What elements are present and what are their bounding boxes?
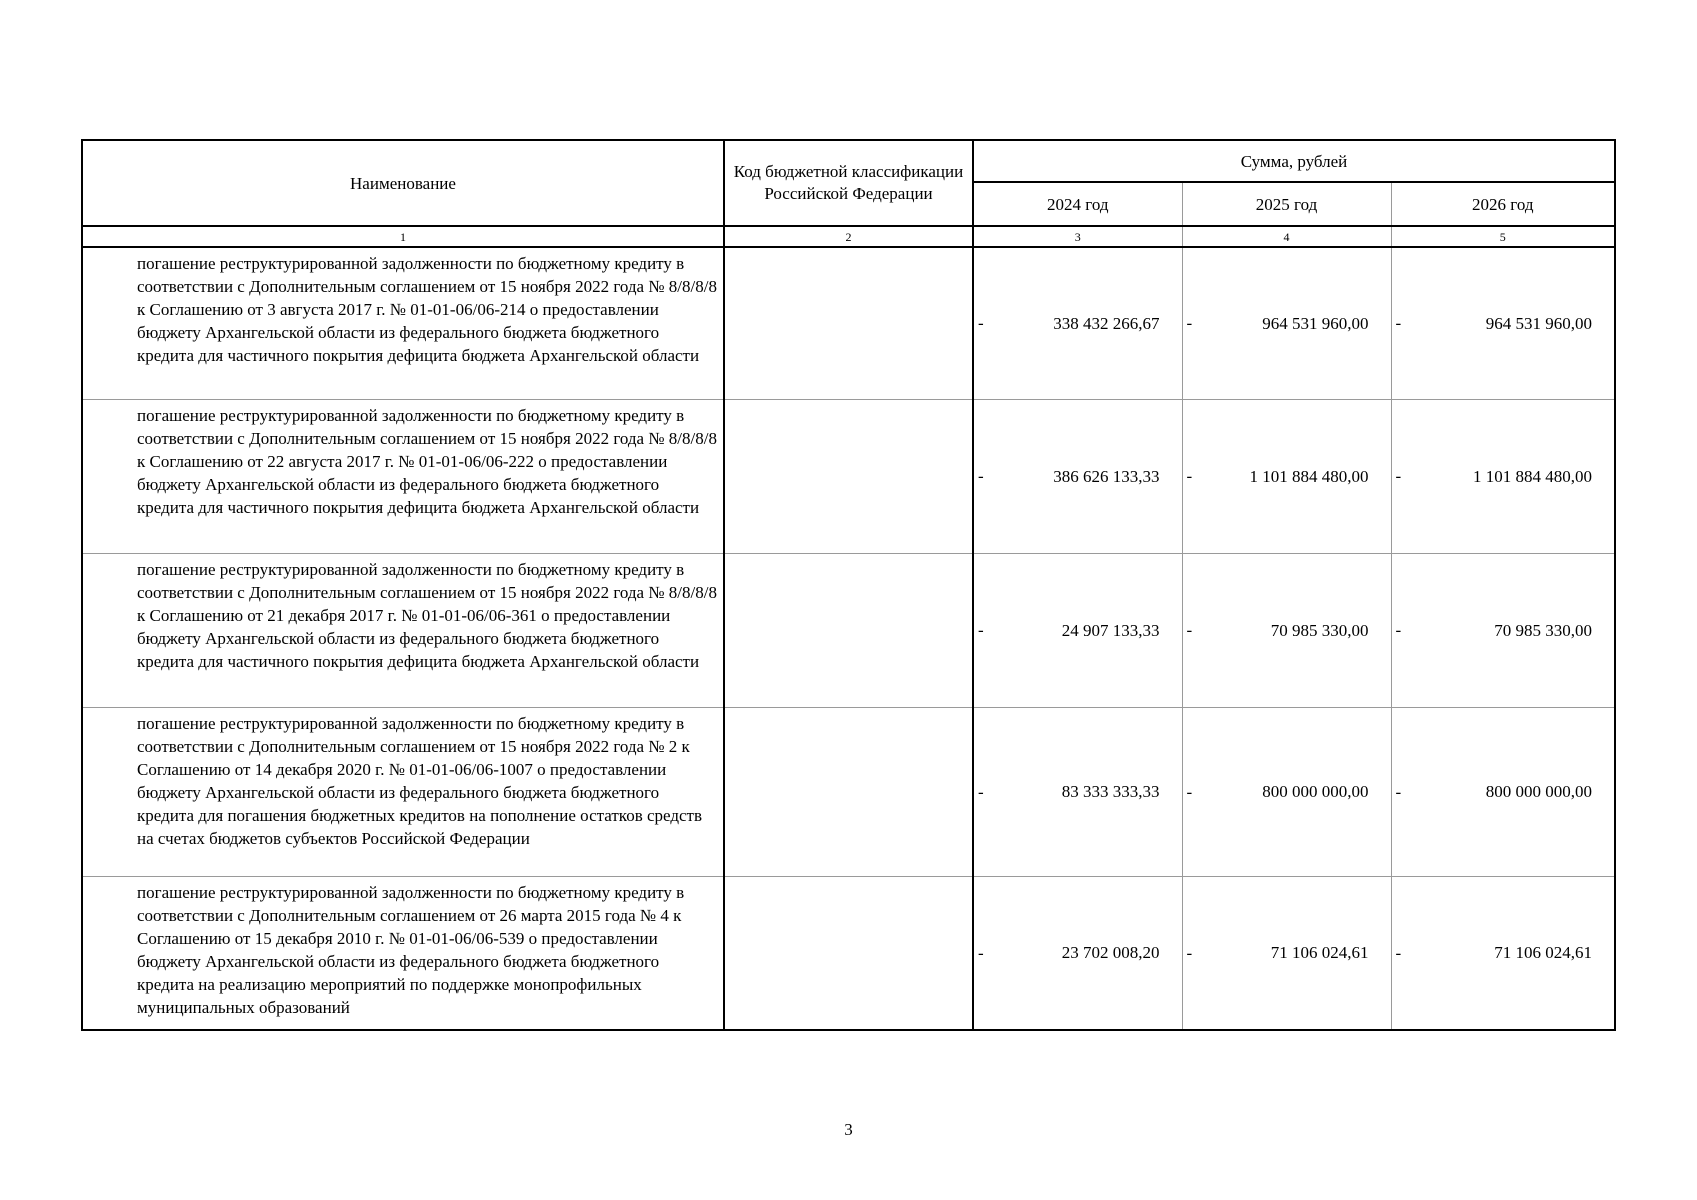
column-number: 1 <box>82 226 724 247</box>
header-name: Наименование <box>82 140 724 226</box>
dash-mark: - <box>978 620 984 640</box>
amount-value: 386 626 133,33 <box>1053 466 1160 486</box>
amount-value: 70 985 330,00 <box>1494 620 1593 640</box>
row-code <box>724 553 973 707</box>
amount-2024 <box>973 399 1182 553</box>
dash-mark: - <box>1395 313 1402 333</box>
row-name: погашение реструктурированной задолженности по бюджетному кредиту в соответствии с Дополнительным соглашением от 15 ноября 2022 года № 8/8/8/8 к Соглашению от 21 декабря 2017 г. № 01-01-06/06-361 о предоставлении бюджету Архангельской области из федерального бюджета бюджетного кредита для частичного покрытия дефицита бюджета Архангельской области <box>82 553 724 707</box>
amount-2026 <box>1391 876 1615 1030</box>
amount-2026 <box>1391 247 1615 399</box>
row-name: погашение реструктурированной задолженности по бюджетному кредиту в соответствии с Дополнительным соглашением от 15 ноября 2022 года № 2 к Соглашению от 14 декабря 2020 г. № 01-01-06/06-1007 о предоставлении бюджету Архангельской области из федерального бюджета бюджетного кредита для погашения бюджетных кредитов на пополнение остатков средств на счетах бюджетов субъектов Российской Федерации <box>82 707 724 876</box>
header-code: Код бюджетной классификации Российской Федерации <box>724 140 973 226</box>
amount-value: 800 000 000,00 <box>1485 782 1593 801</box>
amount-value: 964 531 960,00 <box>1485 313 1593 333</box>
amount-value: 338 432 266,67 <box>1053 313 1160 333</box>
dash-mark: - <box>1186 782 1193 801</box>
amount-value: 800 000 000,00 <box>1262 782 1369 801</box>
table-row <box>82 707 1615 876</box>
amount-2025 <box>1182 707 1391 876</box>
dash-mark: - <box>1395 620 1402 640</box>
amount-2025 <box>1182 247 1391 399</box>
dash-mark: - <box>1186 943 1193 963</box>
amount-value: 71 106 024,61 <box>1494 943 1593 963</box>
amount-2025 <box>1182 399 1391 553</box>
row-code <box>724 876 973 1030</box>
amount-2024 <box>973 247 1182 399</box>
row-name: погашение реструктурированной задолженности по бюджетному кредиту в соответствии с Дополнительным соглашением от 15 ноября 2022 года № 8/8/8/8 к Соглашению от 22 августа 2017 г. № 01-01-06/06-222 о предоставлении бюджету Архангельской области из федерального бюджета бюджетного кредита для частичного покрытия дефицита бюджета Архангельской области <box>82 399 724 553</box>
amount-value: 1 101 884 480,00 <box>1473 466 1593 486</box>
amount-2024 <box>973 876 1182 1030</box>
dash-mark: - <box>1186 620 1193 640</box>
amount-value: 24 907 133,33 <box>1061 620 1160 640</box>
amount-2025 <box>1182 876 1391 1030</box>
budget-table <box>81 139 1616 1031</box>
header-sum: Сумма, рублей <box>973 140 1615 182</box>
amount-2024 <box>973 553 1182 707</box>
row-code <box>724 399 973 553</box>
column-number: 3 <box>973 226 1182 247</box>
amount-value: 83 333 333,33 <box>1061 782 1160 801</box>
row-code <box>724 247 973 399</box>
amount-2026 <box>1391 553 1615 707</box>
dash-mark: - <box>1186 313 1193 333</box>
row-code <box>724 707 973 876</box>
dash-mark: - <box>978 782 984 801</box>
amount-2026 <box>1391 399 1615 553</box>
column-number: 5 <box>1391 226 1615 247</box>
row-name: погашение реструктурированной задолженности по бюджетному кредиту в соответствии с Дополнительным соглашением от 15 ноября 2022 года № 8/8/8/8 к Соглашению от 3 августа 2017 г. № 01-01-06/06-214 о предоставлении бюджету Архангельской области из федерального бюджета бюджетного кредита для частичного покрытия дефицита бюджета Архангельской области <box>82 247 724 399</box>
column-number-row <box>82 226 1615 247</box>
dash-mark: - <box>978 943 984 963</box>
dash-mark: - <box>978 466 984 486</box>
dash-mark: - <box>1186 466 1193 486</box>
table-row <box>82 247 1615 399</box>
amount-value: 23 702 008,20 <box>1061 943 1160 963</box>
table-row <box>82 876 1615 1030</box>
amount-2025 <box>1182 553 1391 707</box>
amount-value: 71 106 024,61 <box>1270 943 1369 963</box>
amount-value: 1 101 884 480,00 <box>1249 466 1369 486</box>
dash-mark: - <box>978 313 984 333</box>
header-year-2024: 2024 год <box>973 182 1182 226</box>
amount-2024 <box>973 707 1182 876</box>
amount-value: 70 985 330,00 <box>1270 620 1369 640</box>
amount-value: 964 531 960,00 <box>1262 313 1369 333</box>
column-number: 2 <box>724 226 973 247</box>
dash-mark: - <box>1395 782 1402 801</box>
dash-mark: - <box>1395 466 1402 486</box>
table-row <box>82 399 1615 553</box>
row-name: погашение реструктурированной задолженности по бюджетному кредиту в соответствии с Дополнительным соглашением от 26 марта 2015 года № 4 к Соглашению от 15 декабря 2010 г. № 01-01-06/06-539 о предоставлении бюджету Архангельской области из федерального бюджета бюджетного кредита на реализацию мероприятий по поддержке монопрофильных муниципальных образований <box>82 876 724 1030</box>
dash-mark: - <box>1395 943 1402 963</box>
amount-2026 <box>1391 707 1615 876</box>
header-year-2026: 2026 год <box>1391 182 1615 226</box>
page-number: 3 <box>844 1120 853 1139</box>
column-number: 4 <box>1182 226 1391 247</box>
header-year-2025: 2025 год <box>1182 182 1391 226</box>
table-row <box>82 553 1615 707</box>
